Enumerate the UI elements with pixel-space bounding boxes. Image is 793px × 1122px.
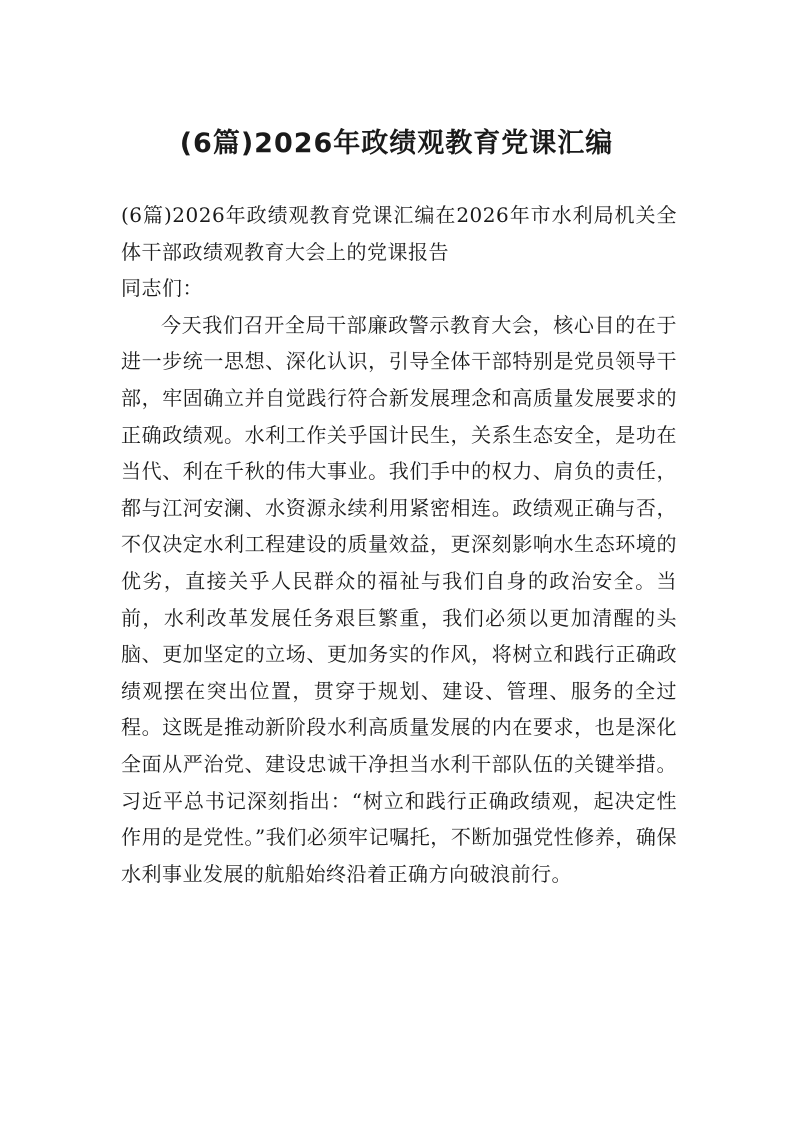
intro-paragraph: (6篇)2026年政绩观教育党课汇编在2026年市水利局机关全体干部政绩观教育大会上的党课报告 (121, 203, 677, 264)
salutation: 同志们： (121, 276, 203, 301)
document-body (121, 197, 677, 892)
body-paragraph-1: 今天我们召开全局干部廉政警示教育大会，核心目的在于进一步统一思想、深化认识，引导全体干部特别是党员领导干部，牢固确立并自觉践行符合新发展理念和高质量发展要求的正确政绩观。水利工作关乎国计民生，关系生态安全，是功在当代、利在千秋的伟大事业。我们手中的权力、肩负的责任，都与江河安澜、水资源永续利用紧密相连。政绩观正确与否，不仅决定水利工程建设的质量效益，更深刻影响水生态环境的优劣，直接关乎人民群众的福祉与我们自身的政治安全。当前，水利改革发展任务艰巨繁重，我们必须以更加清醒的头脑、更加坚定的立场、更加务实的作风，将树立和践行正确政绩观摆在突出位置，贯穿于规划、建设、管理、服务的全过程。这既是推动新阶段水利高质量发展的内在要求，也是深化全面从严治党、建设忠诚干净担当水利干部队伍的关键举措。习近平总书记深刻指出：“树立和践行正确政绩观，起决定性作用的是党性。”我们必须牢记嘱托，不断加强党性修养，确保水利事业发展的航船始终沿着正确方向破浪前行。 (121, 312, 677, 886)
document-title: (6篇)2026年政绩观教育党课汇编 (179, 128, 614, 159)
